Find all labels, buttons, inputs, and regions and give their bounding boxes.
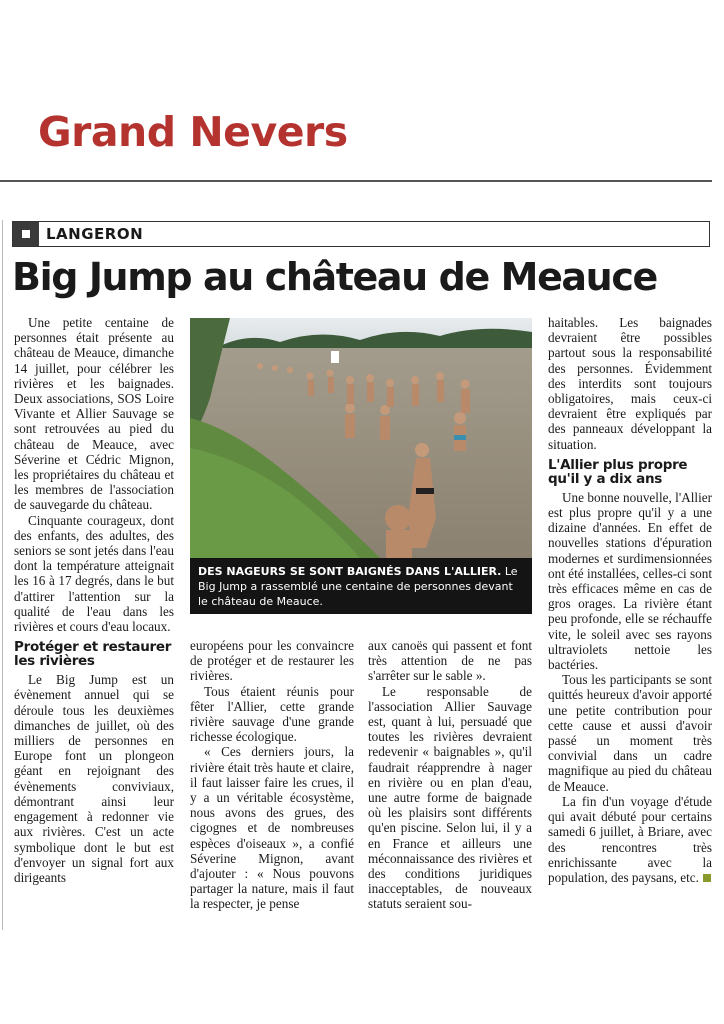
page-edge-line [2,220,3,930]
caption-lead: DES NAGEURS SE SONT BAIGNÉS DANS L'ALLIER. [198,565,502,578]
kicker-square-icon [13,222,39,246]
caption-text: Le Big Jump a rassemblé une centaine de personnes devant le château de Meauce. [198,565,518,608]
article-photo [190,318,532,558]
paragraph: Le Big Jump est un évènement annuel qui se déroule tous les deuxièmes dimanches de juillet, où des milliers de personnes en Europe font un plongeon géant en rejoignant des évènements conviviaux, démontrant ainsi leur engagement à redonner vie aux rivières. C'est un acte symbolique dont le but est d'envoyer un signal fort aux dirigeants [14,672,174,885]
paragraph: européens pour les convaincre de protéger et de restaurer les rivières. [190,638,354,684]
article-column-3 [368,638,532,912]
photo-caption [190,558,532,614]
paragraph [548,794,712,885]
article-column-1 [14,315,174,885]
paragraph: Cinquante courageux, dont des enfants, des adultes, des seniors se sont jetés dans l'eau dont la température atteignait les 16 à 17 degrés, dans le but d'attirer l'attention sur la qualité de l'eau dans les rivières et cours d'eau locaux. [14,512,174,635]
article-column-4 [548,315,712,885]
subheading: Protéger et restaurer les rivières [14,639,172,670]
paragraph: Une bonne nouvelle, l'Allier est plus propre qu'il y a une dizaine d'années. En effet de nouvelles stations d'épuration modernes et surdimensionnées ont été installées, celles-ci sont très efficaces même en cas de gros orages. La rivière étant peu profonde, elle se réchauffe vite, le soleil avec ses rayons ultraviolets nettoie les bactéries. [548,489,712,673]
section-title: Grand Nevers [38,108,348,156]
paragraph: Tous étaient réunis pour fêter l'Allier, cette grande rivière sauvage d'une grande richesse écologique. [190,683,354,745]
kicker-label: LANGERON [46,225,144,243]
kicker-bar [12,221,710,247]
paragraph: Le responsable de l'association Allier Sauvage est, quant à lui, persuadé que toutes les rivières devraient redevenir « baignables », qu'il faudrait réapprendre à nager en rivière ou en plan d'eau, une autre forme de baignade où les plaisirs sont différents qu'en piscine. Selon lui, il y a en France et ailleurs une méconnaissance des rivières et des conditions juridiques inacceptables, de nouveaux statuts seraient sou- [368,683,532,912]
paragraph: « Ces derniers jours, la rivière était très haute et claire, il faut laisser faire les crues, il y a un véritable écosystème, nous avons des grues, des cigognes et de nombreuses espèces d'oiseaux », a confié Séverine Mignon, avant d'ajouter : « Nous pouvons partager la nature, mais il faut la respecter, je pense [190,744,354,912]
paragraph: aux canoës qui passent et font très attention de ne pas s'arrêter sur le sable ». [368,638,532,684]
paragraph: haitables. Les baignades devraient être possibles partout sous la responsabilité des personnes. Évidemment des interdits sont toujours obligatoires, mais ceux-ci devraient être expliqués par des panneaux développant la situation. [548,315,712,452]
article-headline: Big Jump au château de Meauce [12,255,657,299]
paragraph: Tous les participants se sont quittés heureux d'avoir apporté une petite contribution pour cette cause et aussi d'avoir passé un moment très convivial dans un cadre magnifique au pied du château de Meauce. [548,672,712,794]
river-swimmers-image [190,318,532,558]
article-column-2 [190,638,354,912]
paragraph: Une petite centaine de personnes était présente au château de Meauce, dimanche 14 juillet, pour célébrer les rivières et les baignades. Deux associations, SOS Loire Vivante et Allier Sauvage se sont retrouvées au pied du château de Meauce, avec Séverine et Cédric Mignon, les propriétaires du château et les membres de l'association de sauvegarde du château. [14,315,174,513]
subheading: L'Allier plus propre qu'il y a dix ans [548,456,688,487]
end-of-article-icon [703,874,711,882]
section-divider [0,180,712,182]
paragraph-text: La fin d'un voyage d'étude qui avait débuté pour certains samedi 6 juillet, à Briare, avec des rencontres très enrichissante avec la population, des paysans, etc. [548,793,712,885]
